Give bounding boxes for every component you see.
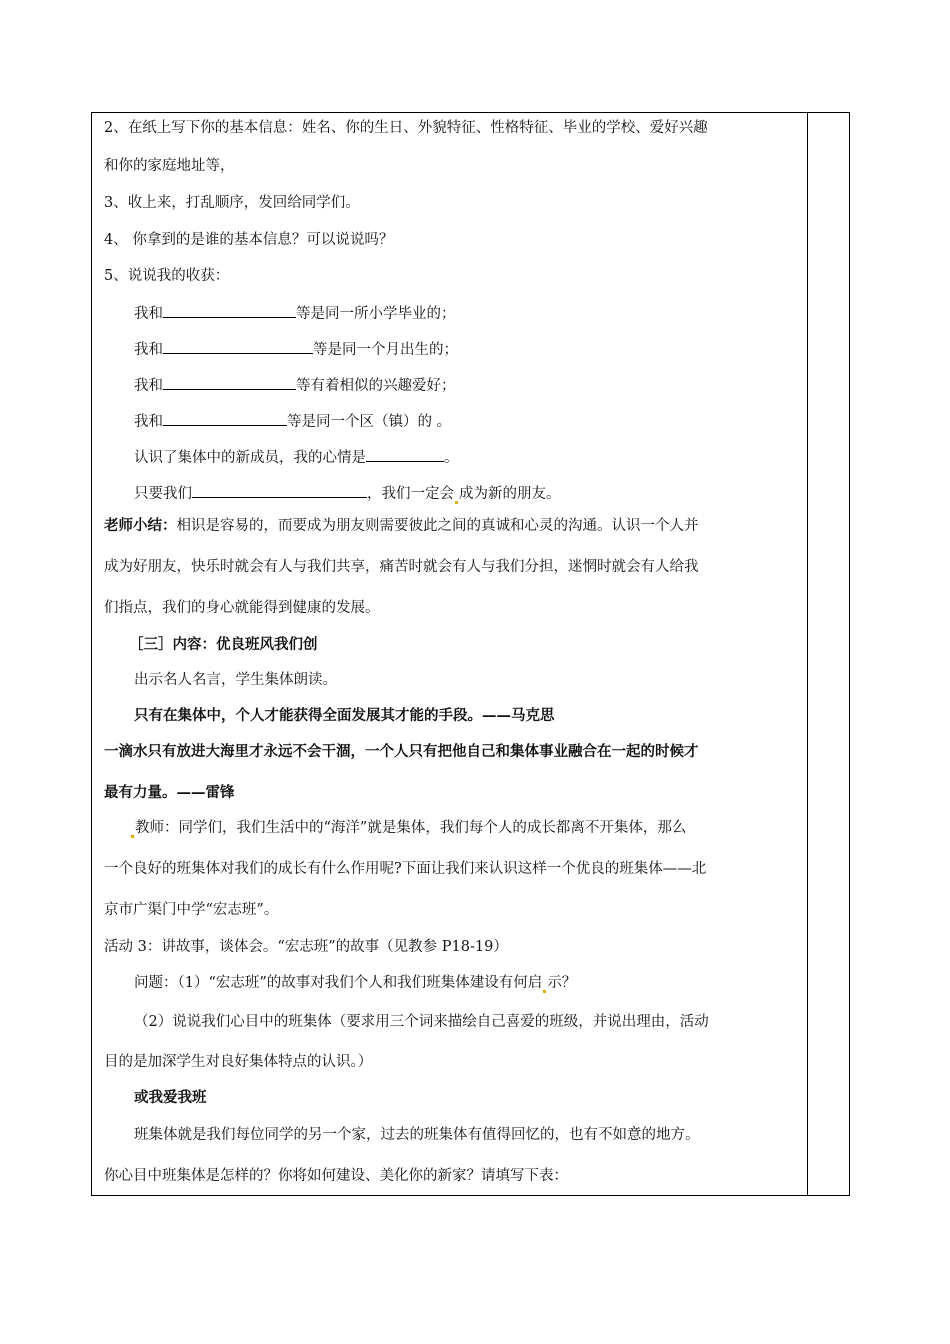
quote-leifeng-line-2: 最有力量。——雷锋 [104,784,235,801]
love-our-class-heading: 或我爱我班 [134,1089,207,1106]
blank-6[interactable] [192,482,367,498]
blank-3[interactable] [163,374,296,390]
section-3-heading: ［三］内容：优良班风我们创 [129,636,318,653]
fill-line-2-suffix: 等是同一个月出生的； [313,342,458,358]
fill-line-6 [134,482,561,504]
quote-marx: 只有在集体中，个人才能获得全面发展其才能的手段。——马克思 [134,707,555,724]
class-paragraph-line-2: 你心目中班集体是怎样的？你将如何建设、美化你的新家？请填写下表： [104,1168,568,1184]
fill-line-6-middle: ，我们一定会 [367,486,454,502]
fill-line-3-suffix: 等有着相似的兴趣爱好； [296,378,456,394]
question-2-line-2: 目的是加深学生对良好集体特点的认识。） [104,1054,373,1070]
question-2-line-1: （2）说说我们心目中的班集体（要求用三个词来描绘自己喜爱的班级，并说出理由，活动 [134,1014,709,1030]
fill-line-5 [134,446,459,468]
question-1 [134,973,576,993]
blank-4[interactable] [163,410,287,426]
step-2-line-1: 2、在纸上写下你的基本信息：姓名、你的生日、外貌特征、性格特征、毕业的学校、爱好兴趣 [104,120,708,136]
step-4: 4、 你拿到的是谁的基本信息？可以说说吗？ [104,232,394,248]
teacher-talk-line-2: 一个良好的班集体对我们的成长有什么作用呢?下面让我们来认识这样一个优良的班集体——北 [104,861,707,877]
fill-line-3 [134,374,456,396]
teacher-summary-line-3: 们指点，我们的身心就能得到健康的发展。 [104,600,380,616]
quote-intro: 出示名人名言，学生集体朗读。 [134,672,337,688]
summary-label: 老师小结： [104,517,177,534]
quote-leifeng-line-1: 一滴水只有放进大海里才永远不会干涸，一个人只有把他自己和集体事业融合在一起的时候才 [104,743,699,760]
teacher-talk-text-1: 教师：同学们，我们生活中的“海洋”就是集体，我们每个人的成长都离不开集体，那么 [135,820,687,836]
question-1-text-b: 示？ [547,975,577,991]
edit-mark [131,835,134,838]
fill-line-1-suffix: 等是同一所小学毕业的； [296,306,456,322]
teacher-talk-line-3: 京市广渠门中学“宏志班”。 [104,902,279,918]
fill-line-5-prefix: 认识了集体中的新成员，我的心情是 [134,450,366,466]
fill-line-4 [134,410,451,432]
fill-line-6-suffix: 成为新的朋友。 [459,486,561,502]
blank-1[interactable] [163,302,296,318]
fill-line-6-prefix: 只要我们 [134,486,192,502]
edit-mark [455,501,458,504]
question-1-text-a: 问题：（1）“宏志班”的故事对我们个人和我们班集体建设有何启 [134,975,543,991]
fill-line-5-suffix: 。 [444,450,459,466]
teacher-summary-line-2: 成为好朋友，快乐时就会有人与我们共享，痛苦时就会有人与我们分担，迷惘时就会有人给我 [104,559,699,575]
fill-line-4-prefix: 我和 [134,414,163,430]
edit-mark [543,990,546,993]
step-3: 3、收上来，打乱顺序，发回给同学们。 [104,195,360,211]
teacher-summary-line-1 [104,516,699,536]
summary-text-1: 相识是容易的，而要成为朋友则需要彼此之间的真诚和心灵的沟通。认识一个人并 [176,518,699,534]
fill-line-2 [134,338,458,360]
step-2-line-2: 和你的家庭地址等， [104,158,235,174]
fill-line-1 [134,302,456,324]
step-5: 5、说说我的收获： [104,268,230,284]
activity-3: 活动 3：讲故事，谈体会。“宏志班”的故事（见教参 P18-19） [104,939,508,955]
class-paragraph-line-1: 班集体就是我们每位同学的另一个家，过去的班集体有值得回忆的，也有不如意的地方。 [134,1127,700,1143]
fill-line-2-prefix: 我和 [134,342,163,358]
fill-line-4-suffix: 等是同一个区（镇）的 。 [287,414,452,430]
teacher-talk-line-1 [130,818,686,838]
blank-5[interactable] [366,446,444,462]
blank-2[interactable] [163,338,313,354]
fill-line-1-prefix: 我和 [134,306,163,322]
fill-line-3-prefix: 我和 [134,378,163,394]
